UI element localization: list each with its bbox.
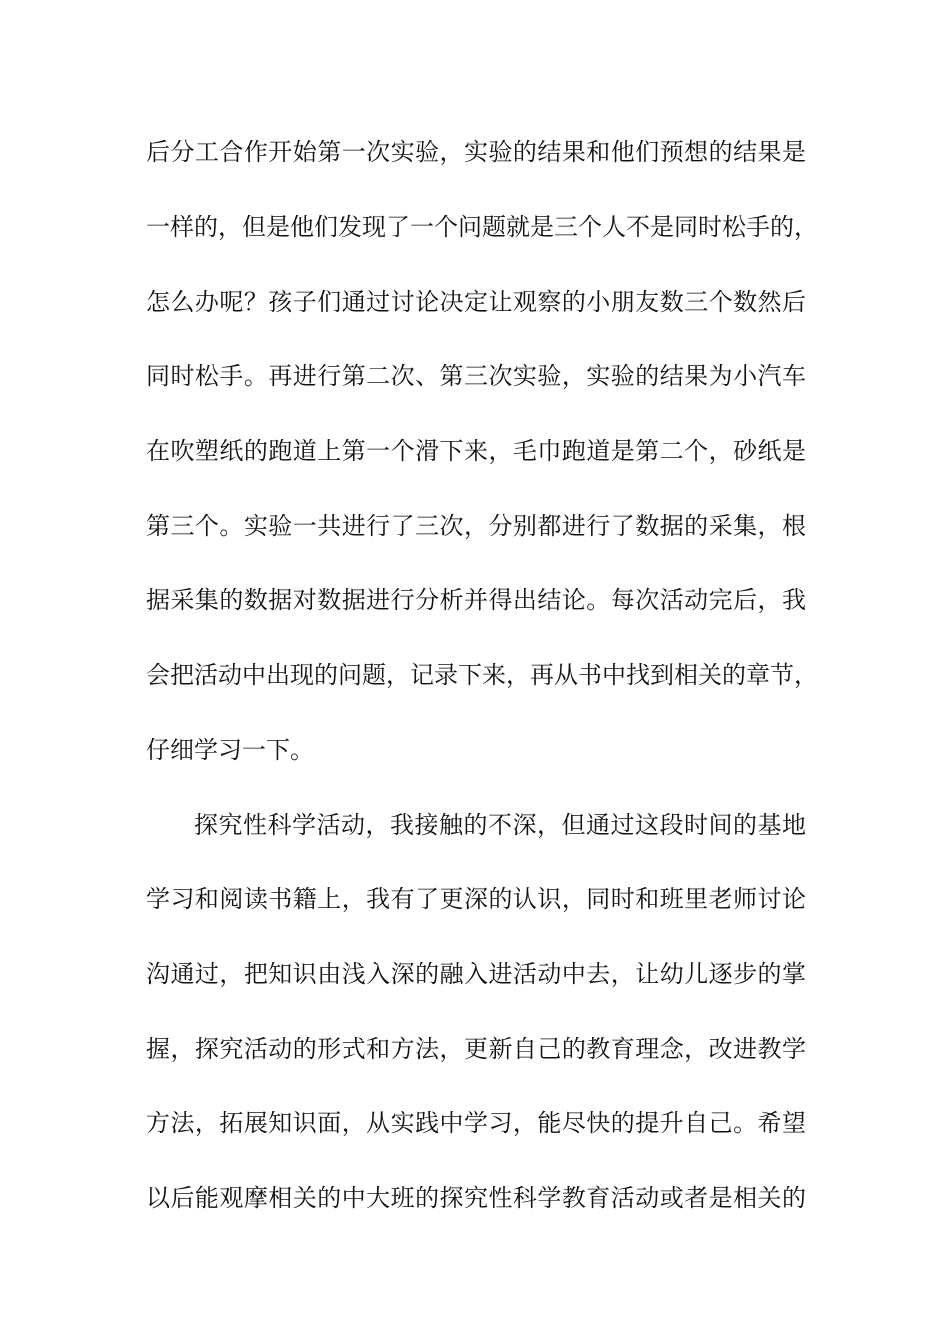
paragraph-1-line-1: 后分工合作开始第一次实验，实验的结果和他们预想的结果是 (146, 138, 806, 166)
text-line-14 (0, 1103, 950, 1143)
text-line-8 (0, 655, 950, 695)
text-line-10 (0, 805, 950, 845)
text-line-9 (0, 730, 950, 770)
paragraph-1-line-4: 同时松手。再进行第二次、第三次实验，实验的结果为小汽车 (146, 362, 806, 390)
paragraph-1-line-7: 据采集的数据对数据进行分析并得出结论。每次活动完后，我 (146, 586, 806, 614)
text-line-11 (0, 879, 950, 919)
text-line-7 (0, 580, 950, 620)
text-line-1 (0, 132, 950, 172)
paragraph-2-line-1: 探究性科学活动，我接触的不深，但通过这段时间的基地 (194, 811, 806, 839)
paragraph-1-line-6: 第三个。实验一共进行了三次，分别都进行了数据的采集，根 (146, 512, 806, 540)
text-line-13 (0, 1029, 950, 1069)
text-line-5 (0, 431, 950, 471)
paragraph-1-line-8: 会把活动中出现的问题，记录下来，再从书中找到相关的章节， (146, 661, 818, 689)
text-line-12 (0, 954, 950, 994)
paragraph-2-line-5: 方法，拓展知识面，从实践中学习，能尽快的提升自己。希望 (146, 1109, 806, 1137)
text-line-15 (0, 1178, 950, 1218)
text-line-6 (0, 506, 950, 546)
text-line-2 (0, 207, 950, 247)
paragraph-1-line-9: 仔细学习一下。 (146, 736, 314, 764)
text-line-4 (0, 356, 950, 396)
paragraph-2-line-2: 学习和阅读书籍上，我有了更深的认识，同时和班里老师讨论 (146, 885, 806, 913)
paragraph-2-line-6: 以后能观摩相关的中大班的探究性科学教育活动或者是相关的 (146, 1184, 806, 1212)
paragraph-1-line-5: 在吹塑纸的跑道上第一个滑下来，毛巾跑道是第二个，砂纸是 (146, 437, 806, 465)
paragraph-2-line-3: 沟通过，把知识由浅入深的融入进活动中去，让幼儿逐步的掌 (146, 960, 806, 988)
text-line-3 (0, 282, 950, 322)
paragraph-1-line-3: 怎么办呢？孩子们通过讨论决定让观察的小朋友数三个数然后 (146, 288, 806, 316)
paragraph-1-line-2: 一样的，但是他们发现了一个问题就是三个人不是同时松手的， (146, 213, 818, 241)
paragraph-2-line-4: 握，探究活动的形式和方法，更新自己的教育理念，改进教学 (146, 1035, 806, 1063)
